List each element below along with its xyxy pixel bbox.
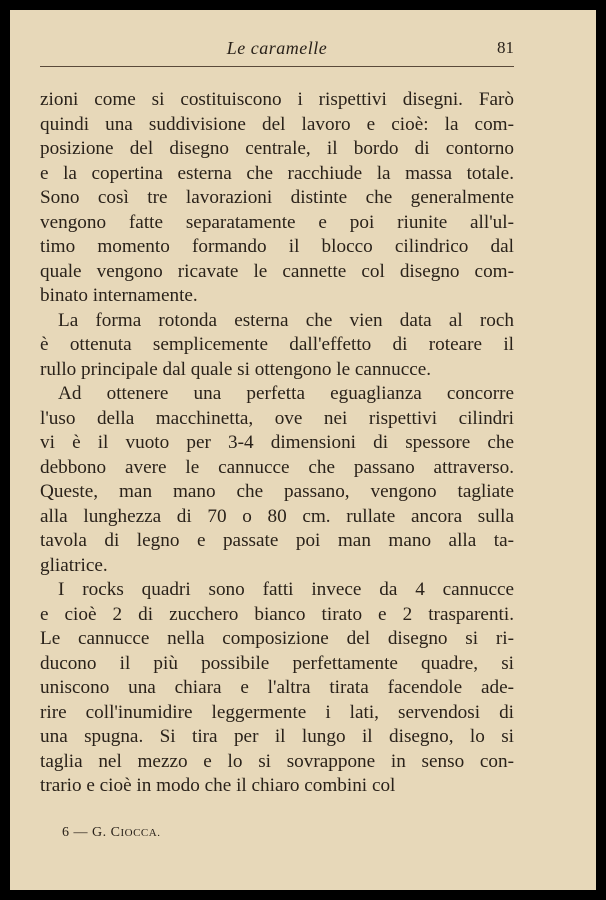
text-line: Sono così tre lavorazioni distinte che generalmente (40, 187, 514, 208)
text-line: timo momento formando il blocco cilindrico dal (40, 236, 514, 257)
text-line: I rocks quadri sono fatti invece da 4 cannucce (58, 579, 514, 600)
text-line: taglia nel mezzo e lo si sovrappone in senso con- (40, 750, 514, 772)
text-line: Ad ottenere una perfetta eguaglianza concorre (58, 383, 514, 404)
text-line: ducono il più possibile perfettamente quadre, si (40, 652, 514, 674)
book-page (10, 10, 596, 890)
text-line: l'uso della macchinetta, ove nei rispettivi cilindri (40, 407, 514, 429)
paragraph (40, 578, 514, 799)
paragraph (40, 382, 514, 578)
running-title: Le caramelle (226, 38, 328, 58)
text-line: posizione del disegno centrale, il bordo di contorno (40, 138, 514, 159)
text-line: Queste, man mano che passano, vengono tagliate (40, 481, 514, 502)
paragraph (40, 88, 514, 309)
text-line: trario e cioè in modo che il chiaro combini col (40, 775, 396, 796)
text-line: gliatrice. (40, 554, 108, 576)
text-line: vi è il vuoto per 3-4 dimensioni di spessore che (40, 432, 514, 453)
text-line: La forma rotonda esterna che vien data al roch (58, 309, 514, 331)
text-line: zioni come si costituiscono i rispettivi disegni. Farò (40, 89, 514, 110)
text-line: vengono fatte separatamente e poi riunite all'ul- (40, 211, 514, 233)
text-line: tavola di legno e passate poi man mano alla ta- (40, 530, 514, 551)
text-line: e cioè 2 di zucchero bianco tirato e 2 trasparenti. (40, 603, 514, 625)
signature-rest: IOCCA. (120, 827, 161, 839)
text-line: è ottenuta semplicemente dall'effetto di roteare il (40, 334, 514, 355)
text-line: quale vengono ricavate le cannette col disegno com- (40, 260, 514, 282)
text-line: rullo principale dal quale si ottengono le cannucce. (40, 358, 432, 380)
signature-initial: C (110, 825, 121, 840)
running-head (40, 38, 514, 67)
text-line: alla lunghezza di 70 o 80 cm. rullate ancora sulla (40, 505, 514, 527)
text-line: Le cannucce nella composizione del disegno si ri- (40, 628, 514, 649)
paragraph (40, 309, 514, 383)
text-line: uniscono una chiara e l'altra tirata facendole ade- (40, 677, 514, 698)
text-line: rire coll'inumidire leggermente i lati, servendosi di (40, 701, 514, 723)
printer-signature (62, 825, 160, 841)
signature-prefix: 6 — G. (62, 825, 111, 840)
text-line: e la copertina esterna che racchiude la massa totale. (40, 162, 514, 184)
text-line: binato internamente. (40, 285, 198, 306)
text-line: debbono avere le cannucce che passano attraverso. (40, 456, 514, 478)
text-line: una spugna. Si tira per il lungo il disegno, lo si (40, 726, 514, 747)
text-line: quindi una suddivisione del lavoro e cioè: la com- (40, 113, 514, 135)
body-text (40, 88, 514, 799)
page-number: 81 (497, 38, 514, 57)
